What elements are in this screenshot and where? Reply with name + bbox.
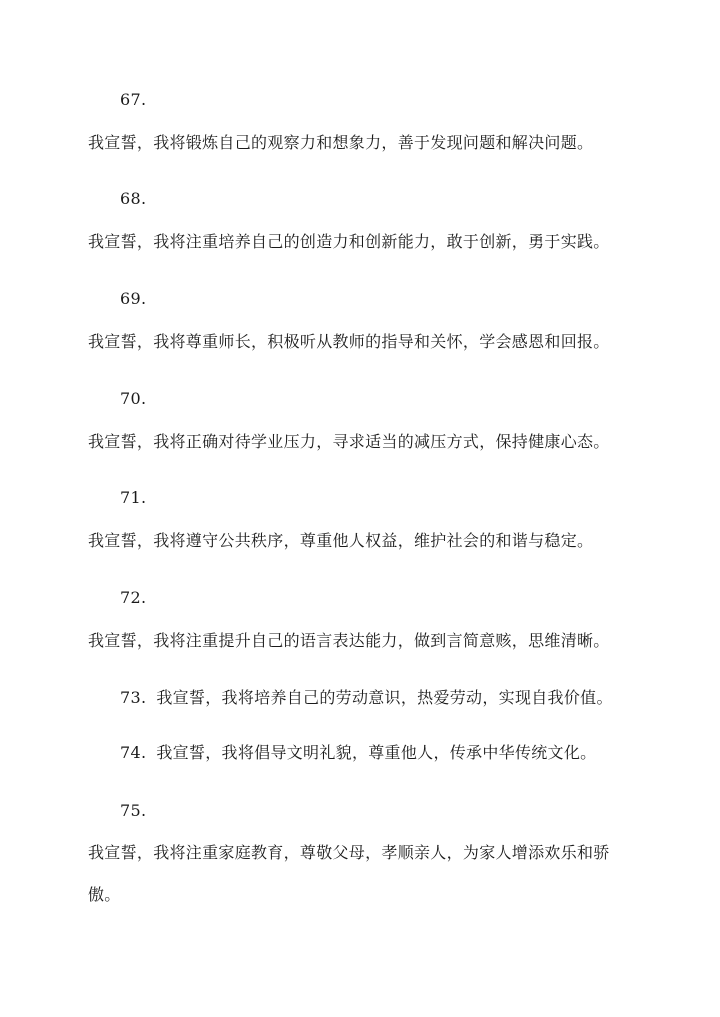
item-text: 我宣誓，我将倡导文明礼貌，尊重他人，传承中华传统文化。 bbox=[156, 743, 597, 762]
item-text: 我宣誓，我将注重家庭教育，尊敬父母，孝顺亲人，为家人增添欢乐和骄 bbox=[88, 843, 610, 862]
item-text-continued: 傲。 bbox=[88, 885, 121, 904]
item-number: 75. bbox=[120, 801, 147, 820]
item-text: 我宣誓，我将遵守公共秩序，尊重他人权益，维护社会的和谐与稳定。 bbox=[88, 531, 594, 550]
item-text: 我宣誓，我将锻炼自己的观察力和想象力，善于发现问题和解决问题。 bbox=[88, 133, 594, 152]
item-number: 73. bbox=[120, 688, 147, 707]
item-number: 71. bbox=[120, 488, 147, 507]
item-number: 68. bbox=[120, 189, 147, 208]
item-number: 69. bbox=[120, 289, 147, 308]
item-number: 74. bbox=[120, 743, 147, 762]
item-inline bbox=[120, 688, 613, 708]
item-text: 我宣誓，我将注重提升自己的语言表达能力，做到言简意赅，思维清晰。 bbox=[88, 631, 610, 650]
item-number: 72. bbox=[120, 588, 147, 607]
item-text: 我宣誓，我将注重培养自己的创造力和创新能力，敢于创新，勇于实践。 bbox=[88, 232, 610, 251]
item-number: 67. bbox=[120, 90, 147, 109]
item-text: 我宣誓，我将尊重师长，积极听从教师的指导和关怀，学会感恩和回报。 bbox=[88, 332, 610, 351]
item-number: 70. bbox=[120, 389, 147, 408]
item-inline bbox=[120, 743, 596, 763]
item-text: 我宣誓，我将正确对待学业压力，寻求适当的减压方式，保持健康心态。 bbox=[88, 432, 610, 451]
item-text: 我宣誓，我将培养自己的劳动意识，热爱劳动，实现自我价值。 bbox=[156, 688, 613, 707]
